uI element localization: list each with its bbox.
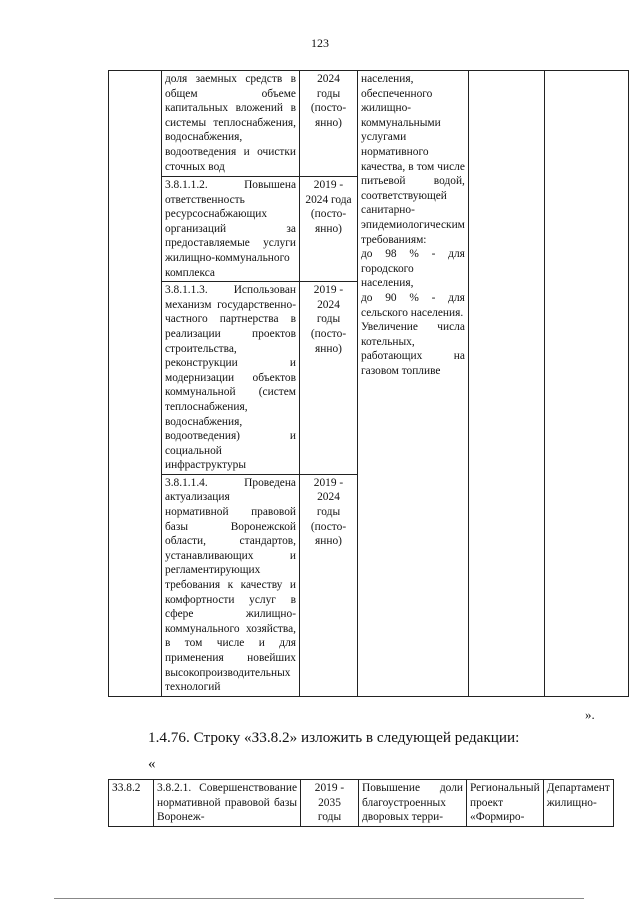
result-text: до 90 % - для сельского населения. (361, 291, 465, 319)
result-text: до 98 % - для городского населения, (361, 248, 465, 290)
page-number: 123 (311, 36, 329, 50)
result-cell: Повышение доли благоустроенных дворовых терри- (359, 780, 467, 827)
table-row (109, 71, 629, 177)
code-cell (109, 71, 162, 697)
event-cell: 3.8.1.1.2. Повышена ответственность ресурсоснабжающих организаций за предоставляемые услуги жилищно-коммунального комплекса (162, 177, 300, 282)
result-text: Увеличение числа котельных, работающих на газовом топливе (361, 321, 465, 377)
executor-cell: Департамент жилищно- (543, 780, 613, 827)
executor-cell (544, 71, 628, 697)
footer-divider (54, 898, 584, 899)
program-cell (468, 71, 544, 697)
period-cell: 2024 годы (посто- янно) (300, 71, 358, 177)
period-cell: 2019 - 2024 года (посто- янно) (300, 177, 358, 282)
event-cell: доля заемных средств в общем объеме капитальных вложений в системы теплоснабжения, водоснабжения, водоотведения и очистки сточных вод (162, 71, 300, 177)
result-text: населения, обеспеченного жилищно-коммунальными услугами нормативного качества, в том числе питьевой водой, соответствующей санитарно-эпидемиологическим требованиям: (361, 73, 465, 246)
event-cell: 3.8.2.1. Совершенствование нормативной правовой базы Воронеж- (154, 780, 301, 827)
opening-quote: « (148, 756, 156, 772)
amendment-instruction: 1.4.76. Строку «З3.8.2» изложить в следующей редакции: (148, 729, 520, 746)
result-cell (358, 71, 469, 697)
period-cell: 2019 - 2035 годы (301, 780, 359, 827)
table-row (109, 780, 614, 827)
period-cell: 2019 - 2024 годы (посто- янно) (300, 282, 358, 475)
program-cell: Региональный проект «Формиро- (467, 780, 544, 827)
event-cell: 3.8.1.1.3. Использован механизм государственно-частного партнерства в реализации проектов строительства, реконструкции и модернизации объектов коммунальной (систем теплоснабжения, водоснабжения, водоотведения) и социальной инфраструктуры (162, 282, 300, 475)
closing-quote: ». (585, 707, 595, 722)
code-cell: З3.8.2 (109, 780, 154, 827)
event-cell: 3.8.1.1.4. Проведена актуализация нормативной правовой базы Воронежской области, стандартов, устанавливающих и регламентирующих требования к качеству и комфортности услуг в сфере жилищно-коммунального хозяйства, в том числе и для применения новейших высокопроизводительных технологий (162, 474, 300, 696)
new-row-table (108, 779, 614, 827)
period-cell: 2019 - 2024 годы (посто- янно) (300, 474, 358, 696)
continued-plan-table (108, 70, 629, 697)
